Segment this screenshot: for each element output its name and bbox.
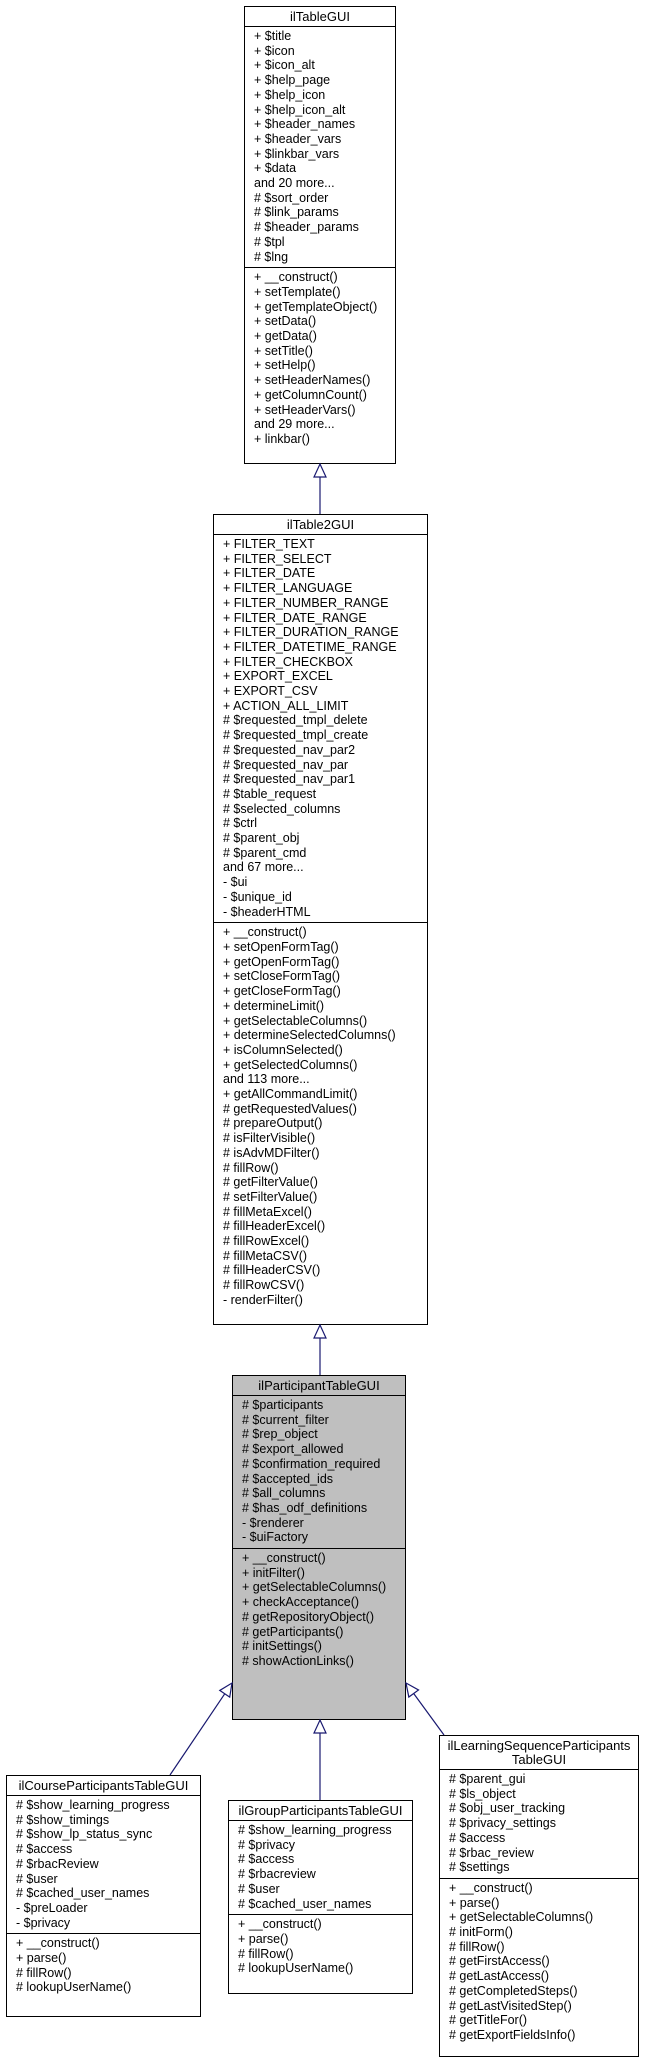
method-illearningsequenceparticipantstablegui-9: # getTitleFor() — [449, 2013, 528, 2028]
attribute-iltable2gui-18: # $selected_columns — [223, 801, 341, 816]
attribute-iltable2gui-0: + FILTER_TEXT — [223, 537, 315, 551]
class-name-ilcourseparticipantstablegui: ilCourseParticipantsTableGUI — [7, 1776, 200, 1796]
method-ilparticipanttablegui-1: + initFilter() — [242, 1565, 305, 1580]
method-iltable2gui-1: + setOpenFormTag() — [223, 939, 339, 954]
class-name-ilparticipanttablegui: ilParticipantTableGUI — [233, 1376, 405, 1396]
method-iltablegui-9: + setHeaderVars() — [254, 402, 356, 417]
attribute-iltablegui-6: + $header_names — [254, 117, 356, 132]
method-ilcourseparticipantstablegui-2: # fillRow() — [16, 1965, 72, 1980]
attribute-iltable2gui-23: - $ui — [223, 875, 248, 890]
attribute-iltablegui-4: + $help_icon — [254, 87, 326, 102]
method-illearningsequenceparticipantstablegui-5: # getFirstAccess() — [449, 1954, 550, 1969]
attribute-ilparticipanttablegui-3: # $export_allowed — [242, 1442, 344, 1457]
attribute-iltable2gui-2: + FILTER_DATE — [223, 566, 316, 581]
method-illearningsequenceparticipantstablegui-3: # initForm() — [449, 1925, 513, 1940]
attribute-iltable2gui-20: # $parent_obj — [223, 831, 300, 846]
attribute-iltable2gui-10: + EXPORT_CSV — [223, 684, 318, 699]
attribute-iltable2gui-19: # $ctrl — [223, 816, 258, 831]
attribute-iltable2gui-12: # $requested_tmpl_delete — [223, 713, 368, 728]
method-ilparticipanttablegui-5: # getParticipants() — [242, 1624, 344, 1639]
attribute-illearningsequenceparticipantstablegui-3: # $privacy_settings — [449, 1816, 557, 1831]
method-iltablegui-4: + getData() — [254, 329, 317, 344]
attribute-iltable2gui-17: # $table_request — [223, 786, 317, 801]
method-ilparticipanttablegui-2: + getSelectableColumns() — [242, 1580, 387, 1595]
method-iltable2gui-4: + getCloseFormTag() — [223, 984, 341, 999]
method-iltablegui-6: + setHelp() — [254, 358, 316, 373]
attribute-iltablegui-2: + $icon_alt — [254, 58, 315, 73]
attribute-ilgroupparticipantstablegui-4: # $user — [238, 1881, 280, 1896]
attribute-iltable2gui-11: + ACTION_ALL_LIMIT — [223, 698, 349, 713]
method-illearningsequenceparticipantstablegui-8: # getLastVisitedStep() — [449, 1998, 572, 2013]
attribute-iltablegui-7: + $header_vars — [254, 131, 342, 146]
method-iltable2gui-17: # getFilterValue() — [223, 1175, 318, 1190]
attribute-ilcourseparticipantstablegui-5: # $user — [16, 1871, 58, 1886]
attribute-ilparticipanttablegui-2: # $rep_object — [242, 1427, 318, 1442]
method-iltablegui-10: and 29 more... — [254, 417, 335, 432]
method-ilgroupparticipantstablegui-1: + parse() — [238, 1931, 289, 1946]
attribute-iltable2gui-6: + FILTER_DURATION_RANGE — [223, 625, 399, 640]
attribute-ilcourseparticipantstablegui-7: - $preLoader — [16, 1900, 88, 1915]
method-iltable2gui-8: + isColumnSelected() — [223, 1042, 343, 1057]
method-iltable2gui-7: + determineSelectedColumns() — [223, 1028, 396, 1043]
method-ilgroupparticipantstablegui-2: # fillRow() — [238, 1946, 294, 1961]
attribute-ilgroupparticipantstablegui-2: # $access — [238, 1852, 295, 1867]
method-ilparticipanttablegui-3: + checkAcceptance() — [242, 1595, 360, 1610]
method-iltablegui-2: + getTemplateObject() — [254, 299, 378, 314]
edge-ilparticipanttablegui-to-iltable2gui — [314, 1325, 326, 1375]
attribute-illearningsequenceparticipantstablegui-4: # $access — [449, 1830, 506, 1845]
attribute-iltable2gui-15: # $requested_nav_par — [223, 757, 349, 772]
method-iltable2gui-5: + determineLimit() — [223, 998, 325, 1013]
attribute-ilgroupparticipantstablegui-1: # $privacy — [238, 1837, 295, 1852]
edge-ilcourseparticipantstablegui-to-ilparticipanttablegui — [170, 1683, 232, 1775]
attribute-iltable2gui-25: - $headerHTML — [223, 904, 311, 919]
attribute-iltablegui-14: # $tpl — [254, 234, 285, 249]
attribute-illearningsequenceparticipantstablegui-2: # $obj_user_tracking — [449, 1801, 566, 1816]
attribute-ilgroupparticipantstablegui-3: # $rbacreview — [238, 1867, 316, 1882]
method-iltable2gui-13: # prepareOutput() — [223, 1116, 323, 1131]
method-iltable2gui-0: + __construct() — [223, 925, 307, 940]
class-name-line: TableGUI — [511, 1752, 567, 1767]
method-iltable2gui-9: + getSelectedColumns() — [223, 1057, 358, 1072]
method-iltable2gui-10: and 113 more... — [223, 1072, 310, 1087]
method-iltablegui-11: + linkbar() — [254, 431, 310, 446]
attribute-iltable2gui-8: + FILTER_CHECKBOX — [223, 654, 354, 669]
attribute-illearningsequenceparticipantstablegui-5: # $rbac_review — [449, 1845, 534, 1860]
method-illearningsequenceparticipantstablegui-4: # fillRow() — [449, 1939, 505, 1954]
attribute-ilparticipanttablegui-8: - $renderer — [242, 1515, 304, 1530]
attribute-iltablegui-0: + $title — [254, 29, 292, 43]
method-illearningsequenceparticipantstablegui-6: # getLastAccess() — [449, 1969, 550, 1984]
method-iltablegui-1: + setTemplate() — [254, 284, 341, 299]
attribute-ilgroupparticipantstablegui-5: # $cached_user_names — [238, 1896, 372, 1911]
method-iltable2gui-12: # getRequestedValues() — [223, 1101, 357, 1116]
attribute-iltablegui-13: # $header_params — [254, 220, 359, 235]
method-iltable2gui-15: # isAdvMDFilter() — [223, 1145, 320, 1160]
method-iltable2gui-20: # fillHeaderExcel() — [223, 1219, 326, 1234]
method-iltable2gui-19: # fillMetaExcel() — [223, 1204, 312, 1219]
method-ilcourseparticipantstablegui-1: + parse() — [16, 1951, 67, 1966]
method-ilgroupparticipantstablegui-3: # lookupUserName() — [238, 1961, 354, 1976]
attribute-ilcourseparticipantstablegui-1: # $show_timings — [16, 1812, 110, 1827]
edge-illearningsequenceparticipantstablegui-to-ilparticipanttablegui — [406, 1683, 444, 1735]
attribute-iltable2gui-22: and 67 more... — [223, 860, 304, 875]
attribute-ilcourseparticipantstablegui-4: # $rbacReview — [16, 1856, 99, 1871]
method-illearningsequenceparticipantstablegui-7: # getCompletedSteps() — [449, 1983, 578, 1998]
attribute-ilparticipanttablegui-4: # $confirmation_required — [242, 1456, 381, 1471]
edge-iltable2gui-to-iltablegui — [314, 464, 326, 514]
class-name-iltablegui: ilTableGUI — [245, 7, 395, 27]
attribute-iltablegui-5: + $help_icon_alt — [254, 102, 346, 117]
method-ilcourseparticipantstablegui-3: # lookupUserName() — [16, 1980, 132, 1995]
attribute-iltable2gui-24: - $unique_id — [223, 889, 292, 904]
attribute-iltable2gui-9: + EXPORT_EXCEL — [223, 669, 333, 684]
method-illearningsequenceparticipantstablegui-2: + getSelectableColumns() — [449, 1910, 594, 1925]
attribute-iltablegui-12: # $link_params — [254, 205, 339, 220]
attribute-illearningsequenceparticipantstablegui-6: # $settings — [449, 1860, 510, 1875]
method-iltablegui-5: + setTitle() — [254, 343, 313, 358]
method-iltable2gui-23: # fillHeaderCSV() — [223, 1263, 321, 1278]
attribute-iltable2gui-4: + FILTER_NUMBER_RANGE — [223, 595, 389, 610]
attribute-ilparticipanttablegui-7: # $has_odf_definitions — [242, 1500, 368, 1515]
attribute-iltable2gui-16: # $requested_nav_par1 — [223, 772, 356, 787]
attribute-iltable2gui-3: + FILTER_LANGUAGE — [223, 581, 353, 596]
attribute-iltablegui-9: + $data — [254, 161, 297, 176]
class-name-iltable2gui: ilTable2GUI — [214, 515, 427, 535]
attribute-ilgroupparticipantstablegui-0: # $show_learning_progress — [238, 1823, 392, 1837]
attribute-illearningsequenceparticipantstablegui-0: # $parent_gui — [449, 1772, 526, 1786]
attribute-ilcourseparticipantstablegui-3: # $access — [16, 1842, 73, 1857]
attribute-ilparticipanttablegui-6: # $all_columns — [242, 1486, 326, 1501]
attribute-iltablegui-10: and 20 more... — [254, 176, 335, 191]
method-ilparticipanttablegui-4: # getRepositoryObject() — [242, 1609, 375, 1624]
attribute-iltable2gui-14: # $requested_nav_par2 — [223, 742, 356, 757]
edge-ilgroupparticipantstablegui-to-ilparticipanttablegui — [314, 1720, 326, 1800]
method-iltable2gui-24: # fillRowCSV() — [223, 1278, 305, 1293]
method-ilparticipanttablegui-0: + __construct() — [242, 1551, 326, 1566]
method-iltable2gui-18: # setFilterValue() — [223, 1189, 318, 1204]
method-iltable2gui-2: + getOpenFormTag() — [223, 954, 340, 969]
method-illearningsequenceparticipantstablegui-1: + parse() — [449, 1895, 500, 1910]
method-illearningsequenceparticipantstablegui-10: # getExportFieldsInfo() — [449, 2027, 576, 2042]
method-iltable2gui-21: # fillRowExcel() — [223, 1234, 310, 1249]
attribute-iltablegui-3: + $help_page — [254, 73, 331, 88]
class-name-ilgroupparticipantstablegui: ilGroupParticipantsTableGUI — [229, 1801, 412, 1821]
attribute-ilcourseparticipantstablegui-6: # $cached_user_names — [16, 1886, 150, 1901]
attribute-iltablegui-8: + $linkbar_vars — [254, 146, 340, 161]
attribute-iltable2gui-7: + FILTER_DATETIME_RANGE — [223, 639, 397, 654]
method-iltable2gui-25: - renderFilter() — [223, 1292, 303, 1307]
attribute-ilparticipanttablegui-1: # $current_filter — [242, 1412, 329, 1427]
attribute-iltable2gui-13: # $requested_tmpl_create — [223, 728, 369, 743]
method-ilgroupparticipantstablegui-0: + __construct() — [238, 1917, 322, 1932]
attribute-iltablegui-15: # $lng — [254, 249, 289, 264]
method-iltable2gui-6: + getSelectableColumns() — [223, 1013, 368, 1028]
method-iltablegui-0: + __construct() — [254, 270, 338, 285]
method-iltable2gui-3: + setCloseFormTag() — [223, 969, 341, 984]
attribute-iltablegui-1: + $icon — [254, 43, 295, 58]
method-iltable2gui-14: # isFilterVisible() — [223, 1131, 316, 1146]
attribute-iltablegui-11: # $sort_order — [254, 190, 329, 205]
attribute-ilparticipanttablegui-5: # $accepted_ids — [242, 1471, 334, 1486]
attribute-ilparticipanttablegui-9: - $uiFactory — [242, 1530, 308, 1545]
method-illearningsequenceparticipantstablegui-0: + __construct() — [449, 1880, 533, 1895]
attribute-iltable2gui-5: + FILTER_DATE_RANGE — [223, 610, 367, 625]
attribute-iltable2gui-21: # $parent_cmd — [223, 845, 307, 860]
method-iltable2gui-16: # fillRow() — [223, 1160, 279, 1175]
method-ilparticipanttablegui-6: # initSettings() — [242, 1639, 322, 1654]
method-iltable2gui-22: # fillMetaCSV() — [223, 1248, 308, 1263]
method-ilcourseparticipantstablegui-0: + __construct() — [16, 1936, 100, 1951]
attribute-ilcourseparticipantstablegui-0: # $show_learning_progress — [16, 1798, 170, 1812]
attribute-iltable2gui-1: + FILTER_SELECT — [223, 551, 332, 566]
method-iltablegui-3: + setData() — [254, 314, 317, 329]
method-ilparticipanttablegui-7: # showActionLinks() — [242, 1653, 354, 1668]
attribute-illearningsequenceparticipantstablegui-1: # $ls_object — [449, 1786, 516, 1801]
method-iltablegui-8: + getColumnCount() — [254, 387, 367, 402]
attribute-ilcourseparticipantstablegui-2: # $show_lp_status_sync — [16, 1827, 153, 1842]
attribute-ilparticipanttablegui-0: # $participants — [242, 1398, 324, 1412]
method-iltable2gui-11: + getAllCommandLimit() — [223, 1087, 358, 1102]
class-name-line: ilLearningSequenceParticipants — [447, 1738, 631, 1753]
method-iltablegui-7: + setHeaderNames() — [254, 373, 371, 388]
attribute-ilcourseparticipantstablegui-8: - $privacy — [16, 1915, 71, 1930]
